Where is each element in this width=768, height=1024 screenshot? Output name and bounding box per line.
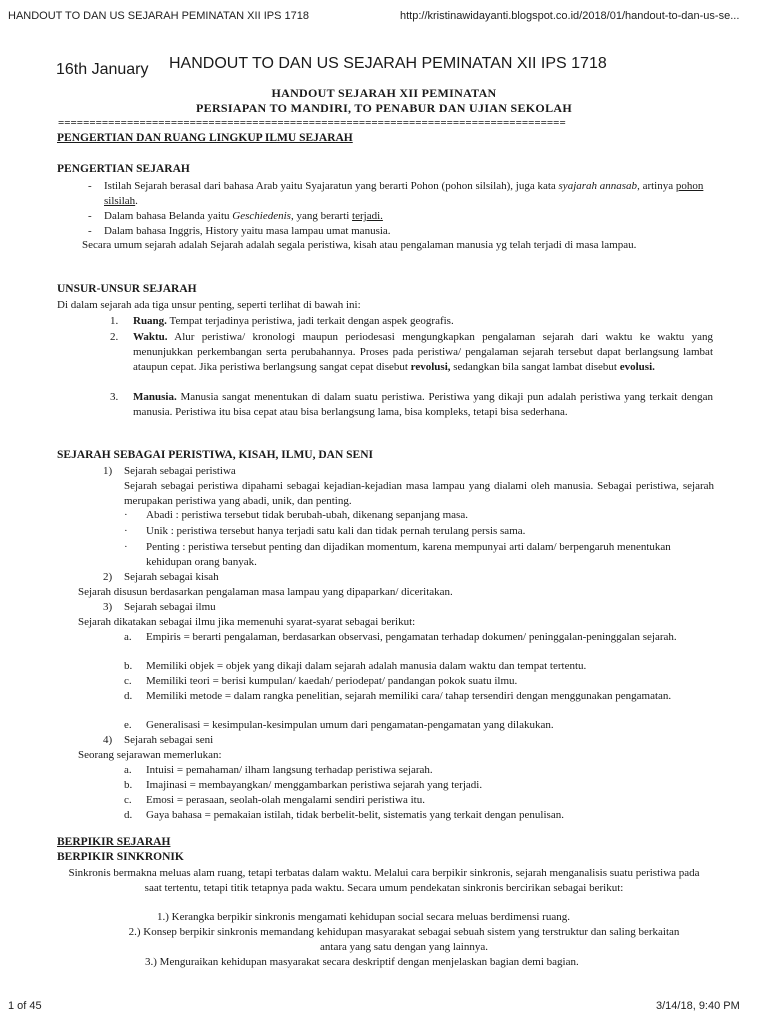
list-number: 3)	[103, 601, 113, 613]
sebagai-ilmu-desc: Sejarah dikatakan sebagai ilmu jika memenuhi syarat-syarat sebagai berikut:	[78, 616, 416, 628]
sinkronik-item-3: 3.) Menguraikan kehidupan masyarakat secara deskriptif dengan menjelaskan bagian demi bagian.	[145, 956, 579, 968]
unsur-item-waktu: Waktu. Alur peristiwa/ kronologi maupun periodesasi mengungkapkan pengalaman sejarah dari waktu ke waktu yang menunjukkan perkembangan serta perubahannya. Proses pada peristiwa/ pengalaman sejarah tersebut dapat berlangsung lambat ataupun cepat. Jika peristiwa berlangsung sangat cepat disebut revolusi, sedangkan bila sangat lambat disebut evolusi.	[133, 331, 713, 373]
peristiwa-unik: Unik : peristiwa tersebut hanya terjadi satu kali dan tidak pernah terulang persis sama.	[146, 525, 526, 537]
doc-heading-2: PERSIAPAN TO MANDIRI, TO PENABUR DAN UJIAN SEKOLAH	[196, 101, 572, 115]
list-letter: c.	[124, 675, 132, 687]
sebagai-seni-title: Sejarah sebagai seni	[124, 734, 214, 746]
sebagai-peristiwa-title: Sejarah sebagai peristiwa	[124, 465, 236, 477]
seni-gaya-bahasa: Gaya bahasa = pemakaian istilah, tidak berbelit-belit, sistematis yang terkait dengan penulisan.	[146, 809, 564, 821]
bullet-dash: -	[88, 180, 92, 192]
ilmu-generalisasi: Generalisasi = kesimpulan-kesimpulan umum dari pengamatan-pengamatan yang dilakukan.	[146, 719, 554, 731]
print-timestamp: 3/14/18, 9:40 PM	[656, 1000, 740, 1012]
list-letter: c.	[124, 794, 132, 806]
list-letter: b.	[124, 660, 133, 672]
pengertian-heading: PENGERTIAN SEJARAH	[57, 163, 190, 175]
ilmu-objek: Memiliki objek = objek yang dikaji dalam sejarah adalah manusia dalam waktu dan tempat tertentu.	[146, 660, 587, 672]
unsur-intro: Di dalam sejarah ada tiga unsur penting, seperti terlihat di bawah ini:	[57, 299, 361, 311]
post-date: 16th January	[56, 61, 149, 78]
sebagai-kisah-desc: Sejarah disusun berdasarkan pengalaman masa lampau yang dipaparkan/ diceritakan.	[78, 586, 453, 598]
page-counter: 1 of 45	[8, 1000, 42, 1012]
browser-page-title: HANDOUT TO DAN US SEJARAH PEMINATAN XII IPS 1718	[8, 10, 309, 22]
ilmu-empiris: Empiris = berarti pengalaman, berdasarkan observasi, pengamatan terhadap dokumen/ peninggalan-peninggalan sejarah.	[146, 631, 677, 643]
list-letter: b.	[124, 779, 133, 791]
list-number: 1.	[110, 315, 119, 327]
seni-imajinasi: Imajinasi = membayangkan/ menggambarkan peristiwa sejarah yang terjadi.	[146, 779, 483, 791]
sinkronik-heading: BERPIKIR SINKRONIK	[57, 851, 184, 863]
peristiwa-abadi: Abadi : peristiwa tersebut tidak berubah-ubah, dikenang sepanjang masa.	[146, 509, 468, 521]
list-number: 2)	[103, 571, 113, 583]
bullet-dash: -	[88, 225, 92, 237]
seni-intuisi: Intuisi = pemahaman/ ilham langsung terhadap peristiwa sejarah.	[146, 764, 433, 776]
sebagai-ilmu-title: Sejarah sebagai ilmu	[124, 601, 216, 613]
sebagai-seni-desc: Seorang sejarawan memerlukan:	[78, 749, 222, 761]
bullet-dot: ·	[124, 541, 128, 553]
list-number: 3.	[110, 391, 119, 403]
sinkronik-desc: Sinkronis bermakna meluas alam ruang, tetapi terbatas dalam waktu. Melalui cara berpikir sinkronis, sejarah menganalisis suatu peristiwa pada saat tertentu, tetapi titik tetapnya pada waktu. Secara umum pendekatan sinkronis bercirikan sebagai berikut:	[68, 867, 700, 894]
ilmu-metode: Memiliki metode = dalam rangka penelitian, sejarah memiliki cara/ tahap tersendiri dengan menggunakan pengamatan.	[146, 690, 672, 702]
list-letter: a.	[124, 764, 132, 776]
sebagai-heading: SEJARAH SEBAGAI PERISTIWA, KISAH, ILMU, DAN SENI	[57, 449, 373, 461]
list-letter: a.	[124, 631, 132, 643]
seni-emosi: Emosi = perasaan, seolah-olah mengalami sendiri peristiwa itu.	[146, 794, 425, 806]
unsur-item-ruang: Ruang. Tempat terjadinya peristiwa, jadi terkait dengan aspek geografis.	[133, 315, 454, 327]
doc-heading-1: HANDOUT SEJARAH XII PEMINATAN	[271, 86, 497, 100]
list-letter: e.	[124, 719, 132, 731]
pengertian-summary: Secara umum sejarah adalah Sejarah adalah segala peristiwa, kisah atau pengalaman manusia yg telah terjadi di masa lampau.	[82, 239, 637, 251]
sebagai-kisah-title: Sejarah sebagai kisah	[124, 571, 219, 583]
peristiwa-penting: Penting : peristiwa tersebut penting dan dijadikan momentum, karena mempunyai arti dalam/ berpengaruh menentukan kehidupan orang banyak.	[146, 541, 671, 568]
list-letter: d.	[124, 690, 133, 702]
post-title[interactable]: HANDOUT TO DAN US SEJARAH PEMINATAN XII IPS 1718	[169, 55, 607, 72]
list-number: 4)	[103, 734, 113, 746]
ilmu-teori: Memiliki teori = berisi kumpulan/ kaedah/ periodepat/ pandangan pokok suatu ilmu.	[146, 675, 518, 687]
sebagai-peristiwa-desc: Sejarah sebagai peristiwa dipahami sebagai kejadian-kejadian masa lampau yang dialami oleh manusia. Sebagai peristiwa, sejarah merupakan peristiwa yang abadi, unik, dan penting.	[124, 480, 714, 507]
separator-line: =================================================================================	[58, 117, 566, 129]
sinkronik-item-1: 1.) Kerangka berpikir sinkronis mengamati kehidupan social secara meluas berdimensi ruang.	[157, 911, 570, 923]
unsur-heading: UNSUR-UNSUR SEJARAH	[57, 283, 197, 295]
section-main-heading: PENGERTIAN DAN RUANG LINGKUP ILMU SEJARAH	[57, 132, 353, 144]
pengertian-bullet-1: Istilah Sejarah berasal dari bahasa Arab yaitu Syajaratun yang berarti Pohon (pohon silsilah), juga kata syajarah annasab, artinya pohon silsilah.	[104, 180, 704, 207]
list-number: 1)	[103, 465, 113, 477]
bullet-dot: ·	[124, 525, 128, 537]
sinkronik-item-2: 2.) Konsep berpikir sinkronis memandang kehidupan masyarakat sebagai sebuah sistem yang terstruktur dan saling berkaitan antara yang satu dengan yang lainnya.	[128, 926, 680, 953]
pengertian-bullet-2: Dalam bahasa Belanda yaitu Geschiedenis, yang berarti terjadi.	[104, 210, 383, 222]
bullet-dash: -	[88, 210, 92, 222]
pengertian-bullet-3: Dalam bahasa Inggris, History yaitu masa lampau umat manusia.	[104, 225, 391, 237]
list-letter: d.	[124, 809, 133, 821]
bullet-dot: ·	[124, 509, 128, 521]
list-number: 2.	[110, 331, 119, 343]
browser-url[interactable]: http://kristinawidayanti.blogspot.co.id/2018/01/handout-to-dan-us-se...	[400, 10, 740, 22]
berpikir-heading: BERPIKIR SEJARAH	[57, 836, 171, 848]
unsur-item-manusia: Manusia. Manusia sangat menentukan di dalam suatu peristiwa. Peristiwa yang dikaji pun adalah peristiwa yang terkait dengan manusia. Peristiwa itu bisa cepat atau bisa berlangsung lama, bisa kompleks, tetapi bisa sederhana.	[133, 391, 713, 418]
